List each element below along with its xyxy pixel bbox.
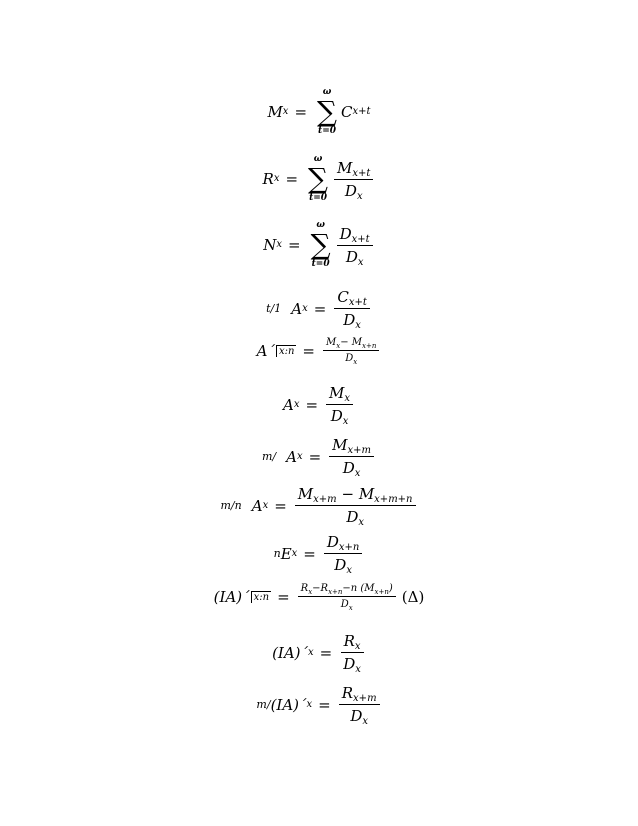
subscript: x [355,664,361,675]
symbol: R [262,170,274,188]
summation [311,221,331,269]
subscript: x+m [347,445,372,456]
sum-upper-limit: ω [316,220,325,230]
fraction [337,225,373,266]
symbol: C [341,103,353,121]
symbol: (IA)΄ [270,695,307,714]
subscript: x [342,416,349,427]
subscript: x [354,641,361,652]
fraction [295,485,416,526]
equation-increasing-deferred: m/ (IA)΄ x = $\frac{R_{x+m}}{D_x}$ [0,684,638,725]
equation-commutation-n: N x = ω ∑ t=0 $\frac{D_{x+t}}{D_x}$ [0,221,638,269]
equals-sign: = [308,447,322,466]
fraction [329,436,374,477]
symbol: M [326,337,337,348]
equation-a-whole: A x = $\frac{M_x}{D_x}$ [0,384,638,425]
numerator [298,583,396,597]
subscript: x [355,320,361,331]
subscript: x [346,565,352,576]
symbol: M [267,103,283,121]
denominator [328,405,352,425]
symbol: D [344,181,357,200]
numerator [339,684,380,705]
equals-sign: = [303,544,316,563]
symbol: D [346,508,359,526]
subscript: x+n [338,542,360,553]
symbol: R [343,632,355,650]
prefix-label: n [273,547,281,560]
fraction [339,684,380,725]
symbol: D [345,247,358,266]
symbol: D [342,459,355,477]
prefix-label: t/1 [266,302,282,315]
sum-upper-limit: ω [322,87,332,97]
sum-lower-limit: t=0 [318,126,336,136]
symbol: A [282,395,294,414]
denominator [340,653,364,673]
symbol: D [340,599,349,610]
subscript: x+m [313,494,337,505]
subscript: x+n [362,342,377,350]
sum-lower-limit: t=0 [311,259,330,269]
denominator [340,309,364,329]
symbol: D [343,311,356,329]
symbol: N [263,236,277,254]
symbol: (IA)΄ [213,587,250,606]
subscript: x+t [351,233,370,245]
symbol: D [326,533,339,551]
equation-commutation-m: M x = ω ∑ t=0 C x+t [267,87,371,136]
symbol: C [337,288,349,306]
equation-a-deferred: m/ A x = $\frac{M_{x+m}}{D_x}$ [0,436,638,477]
equation-term-annuity [0,337,638,364]
equals-sign: = [318,695,331,714]
denominator [342,351,360,364]
equation-a-t1: t/1 A x = $\frac{C_{x+t}}{D_x}$ [0,288,638,329]
symbol: E [280,544,292,563]
subscript: x [362,716,368,727]
subscript: x+t [348,297,367,308]
prefix-label: m/ [256,698,271,711]
fraction [334,159,373,200]
delta-suffix: (Δ) [401,587,425,606]
denominator [343,506,367,526]
sigma-icon: ∑ [310,228,331,261]
equals-sign: = [274,496,287,515]
sum-upper-limit: ω [313,154,323,164]
equation-commutation-r: R x = ω ∑ t=0 $\frac{M_{x+t}}{D_x}$ [0,155,638,203]
denominator [331,554,355,574]
fraction [326,384,353,425]
sigma-icon: ∑ [308,162,329,195]
symbol: D [330,407,343,425]
fraction [323,337,379,364]
prefix-label: m/ [261,450,277,463]
numerator [334,159,373,180]
subscript: x [356,190,363,202]
symbol: M [329,384,345,402]
numerator [334,288,370,309]
equals-sign: = [319,643,333,662]
equals-sign: = [288,236,301,254]
equals-sign: = [277,587,290,606]
symbol: D [350,707,363,725]
fraction [298,583,396,610]
symbol: M [358,485,375,503]
denominator [340,457,364,477]
subscript: x [336,342,341,350]
symbol: A [286,447,297,466]
numerator [295,485,416,506]
summation [317,88,337,136]
symbol: −R [312,583,329,594]
subscript: x [308,588,313,596]
equals-sign: = [285,170,299,188]
symbol: −n (M [342,583,375,594]
minus-sign: − [340,337,349,348]
subscript: x [358,517,364,528]
symbol: M [332,436,348,454]
symbol: ) [388,583,393,594]
equals-sign: = [313,299,327,318]
symbol: R [341,684,354,702]
symbol: M [351,337,363,348]
symbol: D [343,655,356,673]
symbol: D [334,556,347,574]
sum-lower-limit: t=0 [309,193,328,203]
subscript: x [344,393,351,404]
subscript: x [348,604,353,612]
prefix-label: m/n [220,499,242,512]
subscript: x+n [328,588,343,596]
equation-increasing-term [0,583,638,610]
numerator [329,436,374,457]
symbol: D [345,353,354,364]
symbol: M [337,158,353,177]
numerator [337,225,373,246]
denominator [343,246,367,266]
summation [308,155,328,203]
equals-sign: = [302,341,315,360]
angle-subscript: x:n [276,345,296,357]
subscript: x+m [353,693,377,704]
denominator [347,705,371,725]
symbol: D [339,224,352,243]
subscript: x+n [374,588,389,596]
subscript: x [353,358,358,366]
numerator [323,337,379,351]
subscript: x+t [352,167,371,179]
subscript: x [357,256,364,268]
equation-pure-endowment: n E x = $\frac{D_{x+n}}{D_x}$ [0,533,638,574]
symbol: A [291,299,303,318]
minus-sign: − [341,485,355,503]
sigma-icon: ∑ [317,95,338,128]
equation-a-deferred-term: m/n A x = $\frac{M_{x+m} - M_{x+m+n}}{D_x}$ [0,485,638,526]
equals-sign: = [305,395,319,414]
numerator [324,533,363,554]
subscript: x+m+n [374,494,413,505]
subscript: x [354,468,361,479]
symbol: A΄ [256,341,275,360]
equation-increasing-whole: (IA)΄ x = $\frac{R_x}{D_x}$ [0,632,638,673]
angle-subscript: x:n [251,591,271,603]
fraction [340,632,364,673]
equals-sign: = [294,103,308,121]
fraction [334,288,370,329]
denominator [338,597,356,610]
symbol: M [297,485,314,503]
numerator [326,384,353,405]
fraction [324,533,363,574]
symbol: A [251,496,263,515]
symbol: (IA)΄ [272,643,309,662]
denominator [342,180,366,200]
symbol: R [300,583,309,594]
numerator [341,632,364,653]
